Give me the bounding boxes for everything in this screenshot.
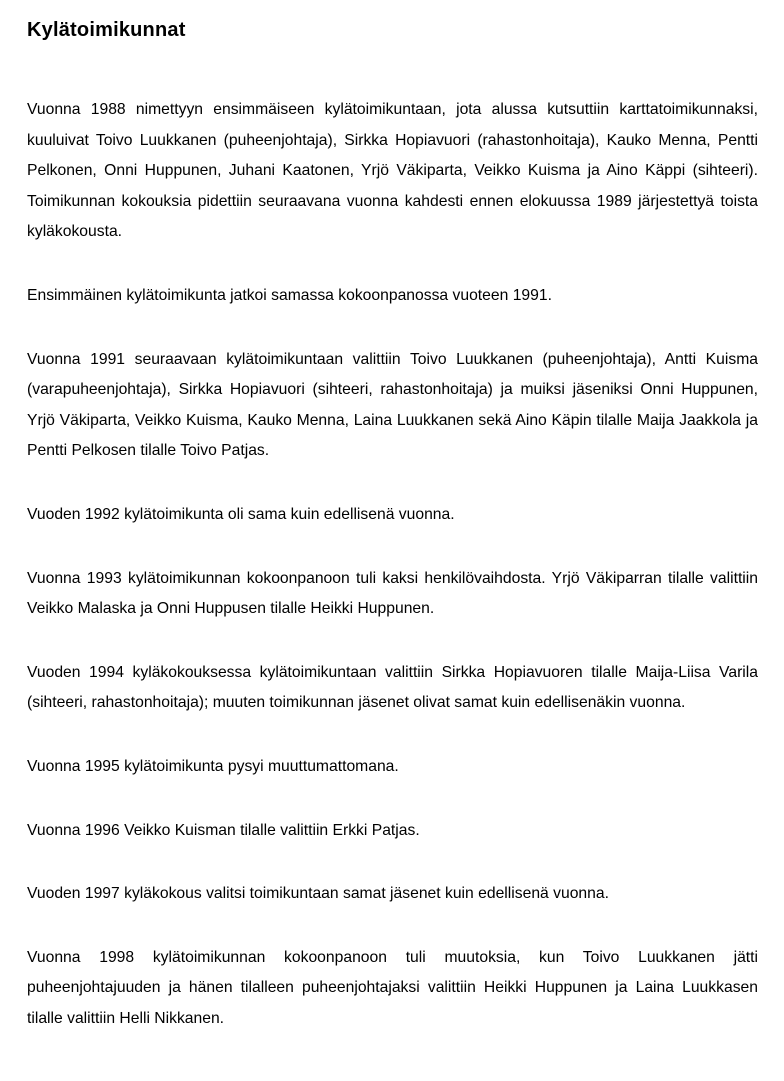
- paragraph: Vuonna 1995 kylätoimikunta pysyi muuttumattomana.: [27, 757, 399, 775]
- paragraph: Vuoden 1994 kyläkokouksessa kylätoimikuntaan valittiin Sirkka Hopiavuoren tilalle Maija-Liisa Varila (sihteeri, rahastonhoitaja); muuten toimikunnan jäsenet olivat samat kuin edellisenäkin vuonna.: [27, 663, 758, 712]
- paragraph: Vuonna 1993 kylätoimikunnan kokoonpanoon tuli kaksi henkilövaihdosta. Yrjö Väkiparran tilalle valittiin Veikko Malaska ja Onni Huppusen tilalle Heikki Huppunen.: [27, 569, 758, 618]
- paragraph: Vuoden 1992 kylätoimikunta oli sama kuin edellisenä vuonna.: [27, 505, 455, 523]
- paragraph: Vuonna 1998 kylätoimikunnan kokoonpanoon tuli muutoksia, kun Toivo Luukkanen jätti puheenjohtajuuden ja hänen tilalleen puheenjohtajaksi valittiin Heikki Huppunen ja Laina Luukkasen tilalle valittiin Helli Nikkanen.: [27, 948, 758, 1027]
- paragraph: Vuonna 1991 seuraavaan kylätoimikuntaan valittiin Toivo Luukkanen (puheenjohtaja), Antti Kuisma (varapuheenjohtaja), Sirkka Hopiavuori (sihteeri, rahastonhoitaja) ja muiksi jäseniksi Onni Huppunen, Yrjö Väkiparta, Veikko Kuisma, Kauko Menna, Laina Luukkanen sekä Aino Käpin tilalle Maija Jaakkola ja Pentti Pelkosen tilalle Toivo Patjas.: [27, 350, 758, 460]
- paragraph: Vuoden 1997 kyläkokous valitsi toimikuntaan samat jäsenet kuin edellisenä vuonna.: [27, 885, 609, 903]
- page-title: Kylätoimikunnat: [27, 19, 186, 41]
- paragraph: Ensimmäinen kylätoimikunta jatkoi samassa kokoonpanossa vuoteen 1991.: [27, 286, 552, 304]
- paragraph: Vuonna 1988 nimettyyn ensimmäiseen kylätoimikuntaan, jota alussa kutsuttiin karttatoimikunnaksi, kuuluivat Toivo Luukkanen (puheenjohtaja), Sirkka Hopiavuori (rahastonhoitaja), Kauko Menna, Pentti Pelkonen, Onni Huppunen, Juhani Kaatonen, Yrjö Väkiparta, Veikko Kuisma ja Aino Käppi (sihteeri). Toimikunnan kokouksia pidettiin seuraavana vuonna kahdesti ennen elokuussa 1989 järjestettyä toista kyläkokousta.: [27, 101, 758, 241]
- paragraph: Vuonna 1996 Veikko Kuisman tilalle valittiin Erkki Patjas.: [27, 821, 420, 839]
